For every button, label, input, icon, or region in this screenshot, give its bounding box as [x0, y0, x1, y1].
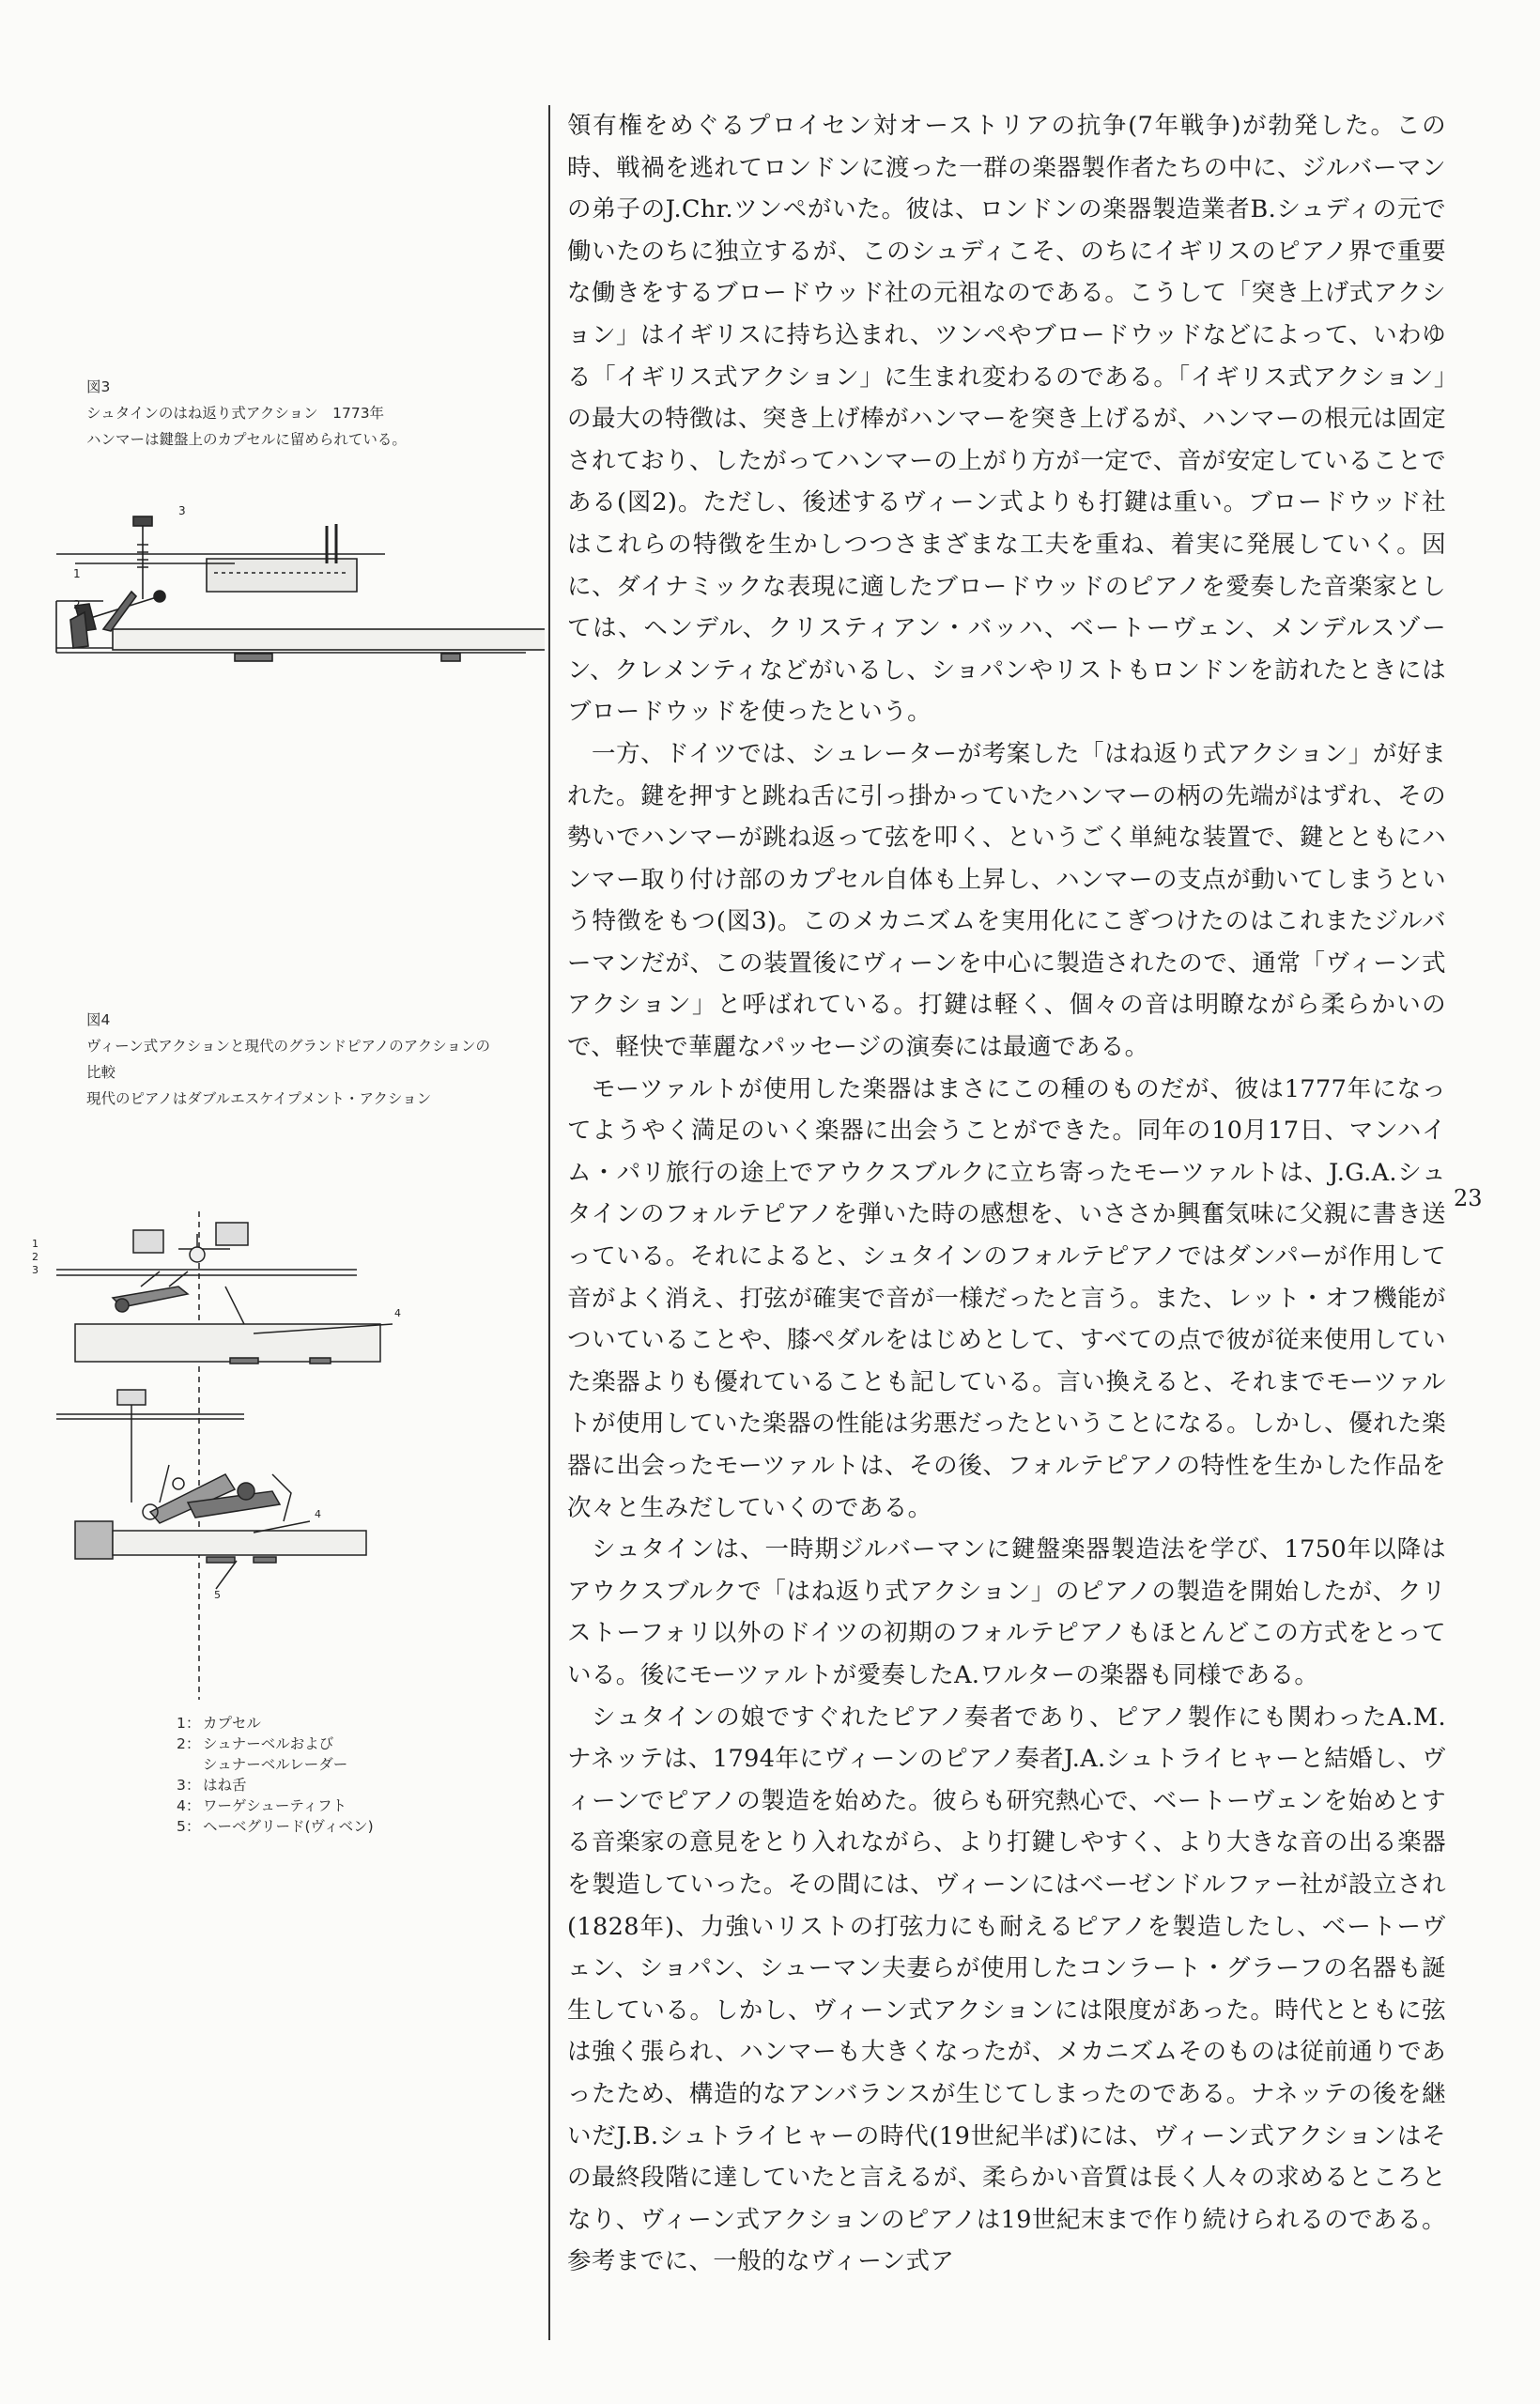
figure3-caption-block [86, 374, 407, 453]
figure4-caption-line1: ヴィーン式アクションと現代のグランドピアノのアクションの [86, 1038, 490, 1055]
fig4-callout-1: 1 [32, 1238, 38, 1250]
fig3-callout-2: 2 [73, 598, 81, 611]
fig4-callout-3: 3 [32, 1264, 38, 1276]
legend-item: 4： ワーゲシューティフト [177, 1797, 347, 1814]
legend-item: 2： シュナーベルおよび [177, 1735, 334, 1752]
fig4-callout-5: 5 [214, 1589, 221, 1601]
figure3-caption: シュタインのはね返り式アクション 1773年 [86, 405, 385, 422]
legend-item: 5： ヘーベグリード(ヴィベン) [177, 1818, 374, 1835]
legend-item-continuation: シュナーベルレーダー [203, 1756, 348, 1773]
figure4-label: 図4 [86, 1011, 111, 1028]
paragraph-1: 領有権をめぐるプロイセン対オーストリアの抗争(7年戦争)が勃発した。この時、戦禍を逃れてロンドンに渡った一群の楽器製作者たちの中に、ジルバーマンの弟子のJ.Chr.ツンペがいた。彼は、ロンドンの楽器製造業者B.シュディの元で働いたのちに独立するが、このシュディこそ、のちにイギリスのピアノ界で重要な働きをするブロードウッド社の元祖なのである。こうして「突き上げ式アクション」はイギリスに持ち込まれ、ツンペやブロードウッドなどによって、いわゆる「イギリス式アクション」に生まれ変わるのである。「イギリス式アクション」の最大の特徴は、突き上げ棒がハンマーを突き上げるが、ハンマーの根元は固定されており、したがってハンマーの上がり方が一定で、音が安定していることである(図2)。ただし、後述するヴィーン式よりも打鍵は重い。ブロードウッド社はこれらの特徴を生かしつつさまざまな工夫を重ね、着実に発展していく。因に、ダイナミックな表現に適したブロードウッドのピアノを愛奏した音楽家としては、ヘンデル、クリスティアン・バッハ、ベートーヴェン、メンデルスゾーン、クレメンティなどがいるし、ショパンやリストもロンドンを訪れたときにはブロードウッドを使ったという。 [567, 112, 1446, 727]
fig4-callout-4-bottom: 4 [315, 1508, 321, 1520]
paragraph-5: シュタインの娘ですぐれたピアノ奏者であり、ピアノ製作にも関わったA.M.ナネッテは、1794年にヴィーンのピアノ奏者J.A.シュトライヒャーと結婚し、ヴィーンでピアノの製造を始めた。彼らも研究熱心で、ベートーヴェンを始めとする音楽家の意見をとり入れながら、より打鍵しやすく、より大きな音の出る楽器を製造していった。その間には、ヴィーンにはベーゼンドルファー社が設立され(1828年)、力強いリストの打弦力にも耐えるピアノを製造したし、ベートーヴェン、ショパン、シューマン夫妻らが使用したコンラート・グラーフの名器も誕生している。しかし、ヴィーン式アクションには限度があった。時代とともに弦は強く張られ、ハンマーも大きくなったが、メカニズムそのものは従前通りであったため、構造的なアンバランスが生じてしまったのである。ナネッテの後を継いだJ.B.シュトライヒャーの時代(19世紀半ば)には、ヴィーン式アクションはその最終段階に達していたと言えるが、柔らかい音質は長く人々の求めるところとなり、ヴィーン式アクションのピアノは19世紀末まで作り続けられるのである。参考までに、一般的なヴィーン式ア [567, 1703, 1446, 2276]
fig4-callout-2: 2 [32, 1251, 38, 1263]
figure4-note: 現代のピアノはダブルエスケイプメント・アクション [86, 1090, 432, 1107]
figure3-note: ハンマーは鍵盤上のカプセルに留められている。 [86, 431, 407, 448]
figure3-action-diagram [47, 488, 545, 686]
fig4-callout-4-top: 4 [394, 1307, 401, 1319]
figure4-legend [177, 1713, 374, 1837]
legend-item: 3： はね舌 [177, 1777, 247, 1794]
page-number: 23 [1454, 1185, 1483, 1211]
figure3-label: 図3 [86, 378, 111, 395]
legend-item: 1： カプセル [177, 1715, 261, 1732]
figure4-action-comparison-diagram [28, 1193, 545, 1700]
column-divider [548, 105, 550, 2340]
figure4-caption-line2: 比較 [86, 1064, 116, 1081]
fig3-callout-3: 3 [178, 504, 186, 517]
body-text [567, 105, 1446, 2283]
paragraph-3: モーツァルトが使用した楽器はまさにこの種のものだが、彼は1777年になってようやく満足のいく楽器に出会うことができた。同年の10月17日、マンハイム・パリ旅行の途上でアウクスブルクに立ち寄ったモーツァルトは、J.G.A.シュタインのフォルテピアノを弾いた時の感想を、いささか興奮気味に父親に書き送っている。それによると、シュタインのフォルテピアノではダンパーが作用して音がよく消え、打弦が確実で音が一様だったと言う。また、レット・オフ機能がついていることや、膝ペダルをはじめとして、すべての点で彼が従来使用していた楽器よりも優れていることも記している。言い換えると、それまでモーツァルトが使用していた楽器の性能は劣悪だったということになる。しかし、優れた楽器に出会ったモーツァルトは、その後、フォルテピアノの特性を生かした作品を次々と生みだしていくのである。 [567, 1074, 1446, 1522]
paragraph-2: 一方、ドイツでは、シュレーターが考案した「はね返り式アクション」が好まれた。鍵を押すと跳ね舌に引っ掛かっていたハンマーの柄の先端がはずれ、その勢いでハンマーが跳ね返って弦を叩く、というごく単純な装置で、鍵とともにハンマー取り付け部のカプセル自体も上昇し、ハンマーの支点が動いてしまうという特徴をもつ(図3)。このメカニズムを実用化にこぎつけたのはこれまたジルバーマンだが、この装置後にヴィーンを中心に製造されたので、通常「ヴィーン式アクション」と呼ばれている。打鍵は軽く、個々の音は明瞭ながら柔らかいので、軽快で華麗なパッセージの演奏には最適である。 [567, 739, 1446, 1062]
paragraph-4: シュタインは、一時期ジルバーマンに鍵盤楽器製造法を学び、1750年以降はアウクスブルクで「はね返り式アクション」のピアノの製造を開始したが、クリストーフォリ以外のドイツの初期のフォルテピアノもほとんどこの方式をとっている。後にモーツァルトが愛奏したA.ワルターの楽器も同様である。 [567, 1535, 1446, 1689]
figure4-caption-block [86, 1007, 490, 1112]
fig3-callout-1: 1 [73, 567, 81, 580]
